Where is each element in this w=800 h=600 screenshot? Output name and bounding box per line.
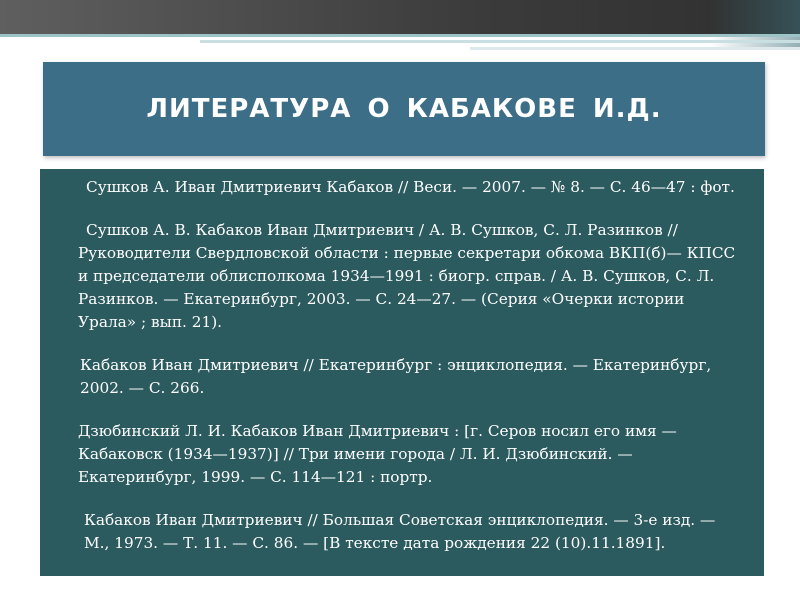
bibliography-entry: Кабаков Иван Дмитриевич // Большая Советская энциклопедия. — 3-е изд. — М., 1973. — Т. 11. — С. 86. — [В тексте дата рождения 22 (10).11.1891]. (84, 511, 716, 552)
bibliography-entry: Сушков А. Иван Дмитриевич Кабаков // Веси. — 2007. — № 8. — С. 46—47 : фот. (86, 178, 735, 196)
bibliography-entry: Сушков А. В. Кабаков Иван Дмитриевич / А. В. Сушков, С. Л. Разинков // Руководители Свердловской области : первые секретари обкома ВКП(б)— КПСС и председатели облисполкома 1934—1991 : биогр. справ. / А. В. Сушков, С. Л. Разинков. — Екатеринбург, 2003. — С. 24—27. — (Серия «Очерки истории Урала» ; вып. 21). (78, 221, 736, 331)
slide-title-box (43, 62, 765, 156)
top-decorative-band (0, 0, 800, 34)
slide-title: ЛИТЕРАТУРА О КАБАКОВЕ И.Д. (146, 94, 662, 124)
bibliography-entry: Кабаков Иван Дмитриевич // Екатеринбург : энциклопедия. — Екатеринбург, 2002. — С. 266. (80, 356, 712, 397)
bibliography-panel (40, 169, 764, 576)
decorative-stripe (470, 47, 800, 50)
decorative-stripe (200, 40, 800, 43)
bibliography-entry: Дзюбинский Л. И. Кабаков Иван Дмитриевич : [г. Серов носил его имя — Кабаковск (1934—1937)] // Три имени города / Л. И. Дзюбинский. — Екатеринбург, 1999. — С. 114—121 : портр. (78, 422, 677, 486)
decorative-stripe (0, 34, 800, 37)
